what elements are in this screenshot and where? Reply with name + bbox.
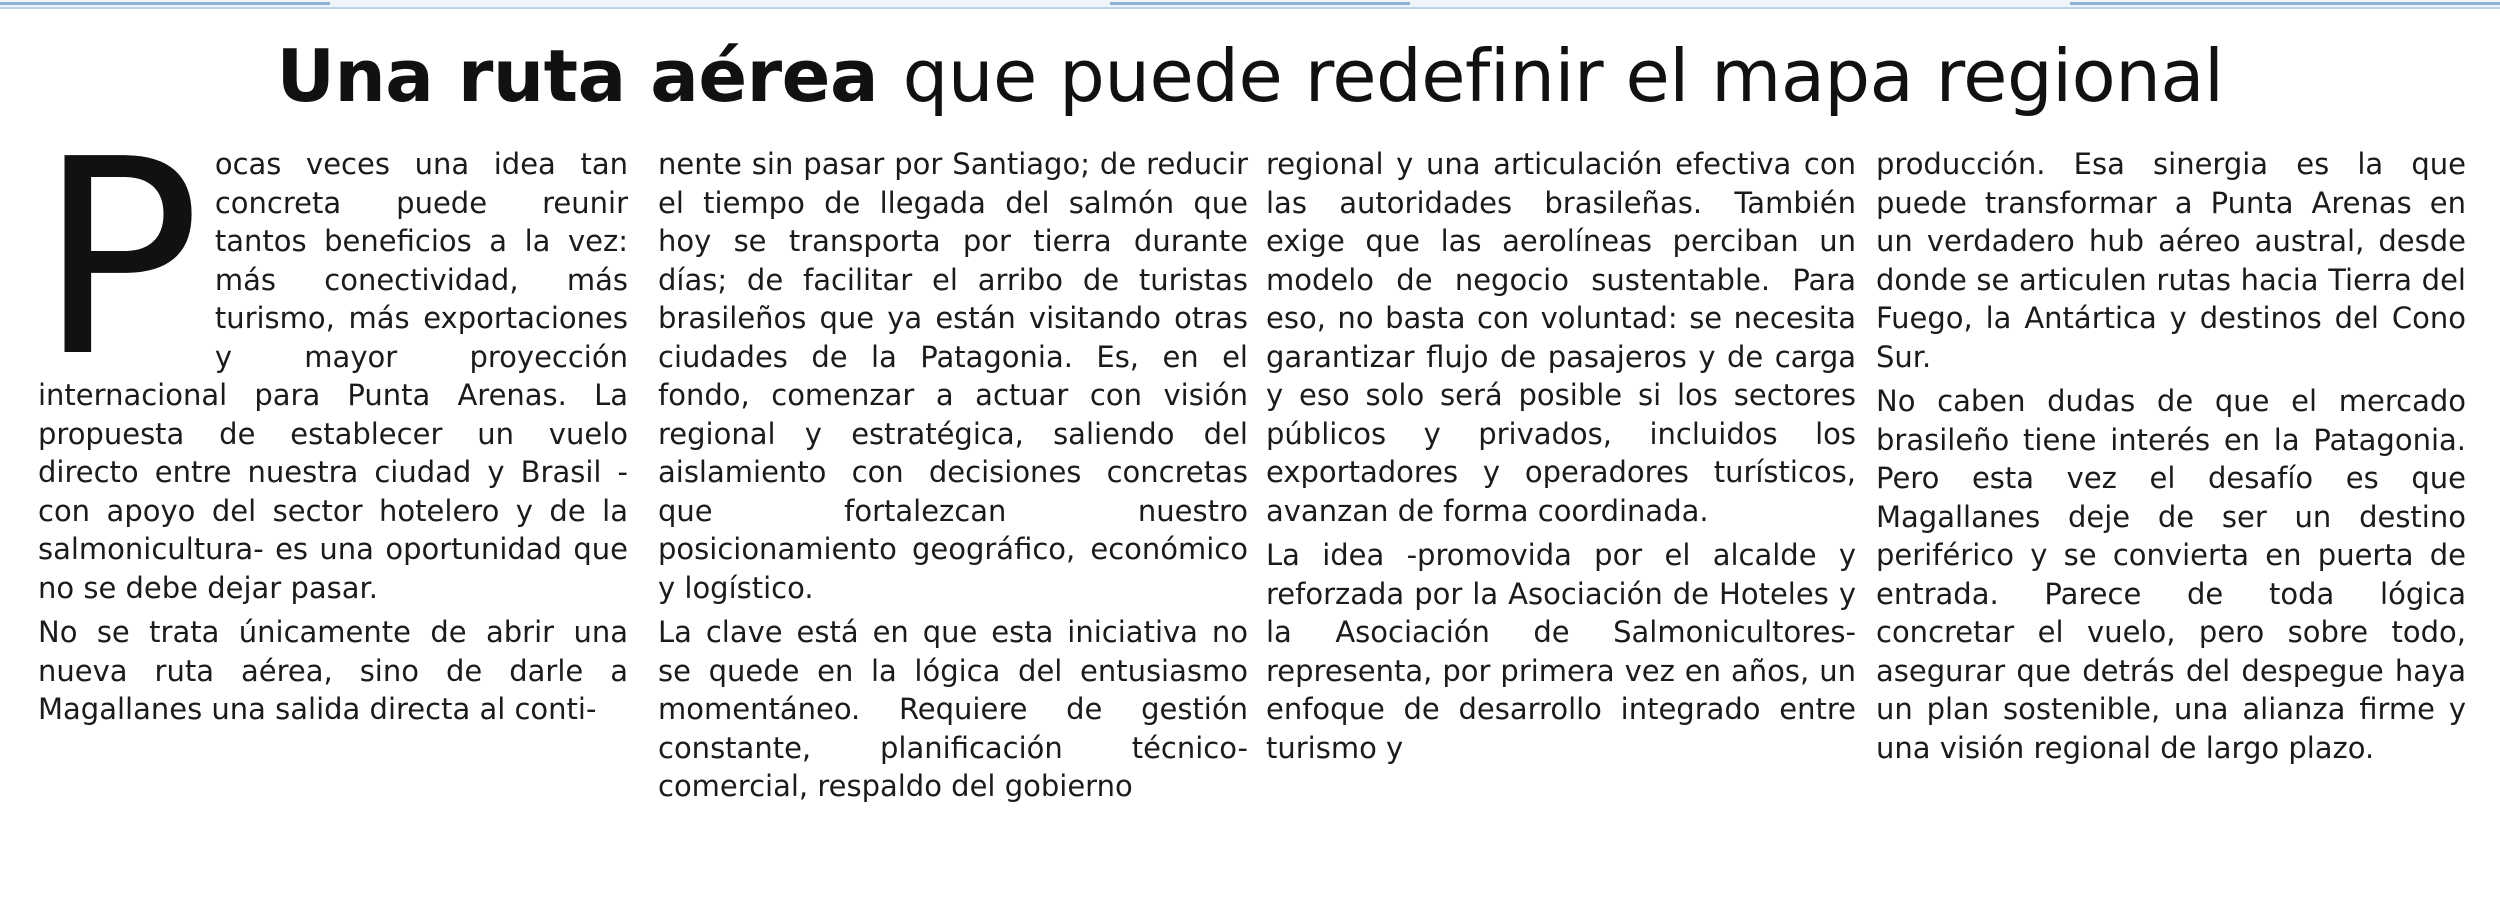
article-column-4 bbox=[1876, 145, 2466, 767]
paragraph-2-end: nente sin pasar por Santiago; de reducir el tiempo de llegada del salmón que hoy se transporta por tierra durante días; de facilitar el arribo de turistas brasileños que ya están visitando otras ciudades de la Patagonia. Es, en el fondo, comenzar a actuar con visión regional y estratégica, saliendo del aislamiento con decisiones concretas que fortalezcan nuestro posicionamiento geográfico, económico y logístico. bbox=[658, 147, 1248, 605]
article-column-2 bbox=[658, 145, 1248, 806]
header-rule-segment bbox=[0, 2, 330, 5]
paragraph-3-start: La clave está en que esta iniciativa no se quede en la lógica del entusiasmo momentáneo. Requiere de gestión constante, planificación técnico-comercial, respaldo del gobierno bbox=[658, 615, 1248, 803]
paragraph-4-start: La idea -promovida por el alcalde y reforzada por la Asociación de Hoteles y la Asociación de Salmonicultores- representa, por primera vez en años, un enfoque de desarrollo integrado entre turismo y bbox=[1266, 538, 1856, 765]
article-column-1 bbox=[38, 101, 628, 729]
header-rule bbox=[0, 0, 2500, 9]
paragraph-2-start: No se trata únicamente de abrir una nueva ruta aérea, sino de darle a Magallanes una salida directa al conti- bbox=[38, 615, 628, 726]
paragraph-3-end: regional y una articulación efectiva con las autoridades brasileñas. También exige que las aerolíneas perciban un modelo de negocio sustentable. Para eso, no basta con voluntad: se necesita garantizar flujo de pasajeros y de carga y eso solo será posible si los sectores públicos y privados, incluidos los exportadores y operadores turísticos, avanzan de forma coordinada. bbox=[1266, 147, 1856, 528]
article-column-3 bbox=[1266, 145, 1856, 767]
headline-rest: que puede redefinir el mapa regional bbox=[902, 34, 2224, 118]
paragraph-1 bbox=[38, 101, 628, 607]
paragraph-1-first-line: ocas veces una idea tan bbox=[214, 147, 628, 181]
paragraph-4-end: producción. Esa sinergia es la que puede transformar a Punta Arenas en un verdadero hub aéreo austral, desde donde se articulen rutas hacia Tierra del Fuego, la Antártica y destinos del Cono Sur. bbox=[1876, 147, 2466, 374]
paragraph-1-text: concreta puede reunir tantos beneficios a la vez: más conectividad, más turismo, más exportaciones y mayor proyección internacional para Punta Arenas. La propuesta de establecer un vuelo directo entre nuestra ciudad y Brasil -con apoyo del sector hotelero y de la salmonicultura- es una oportunidad que no se debe dejar pasar. bbox=[38, 185, 628, 605]
headline bbox=[0, 30, 2500, 122]
header-rule-segment bbox=[2070, 2, 2500, 5]
header-rule-segment bbox=[1110, 2, 1410, 5]
drop-cap: P bbox=[38, 101, 201, 416]
paragraph-5: No caben dudas de que el mercado brasileño tiene interés en la Patagonia. Pero esta vez el desafío es que Magallanes deje de ser un destino periférico y se convierta en puerta de entrada. Parece de toda lógica concretar el vuelo, pero sobre todo, asegurar que detrás del despegue haya un plan sostenible, una alianza firme y una visión regional de largo plazo. bbox=[1876, 384, 2466, 765]
headline-bold: Una ruta aérea bbox=[276, 34, 879, 118]
